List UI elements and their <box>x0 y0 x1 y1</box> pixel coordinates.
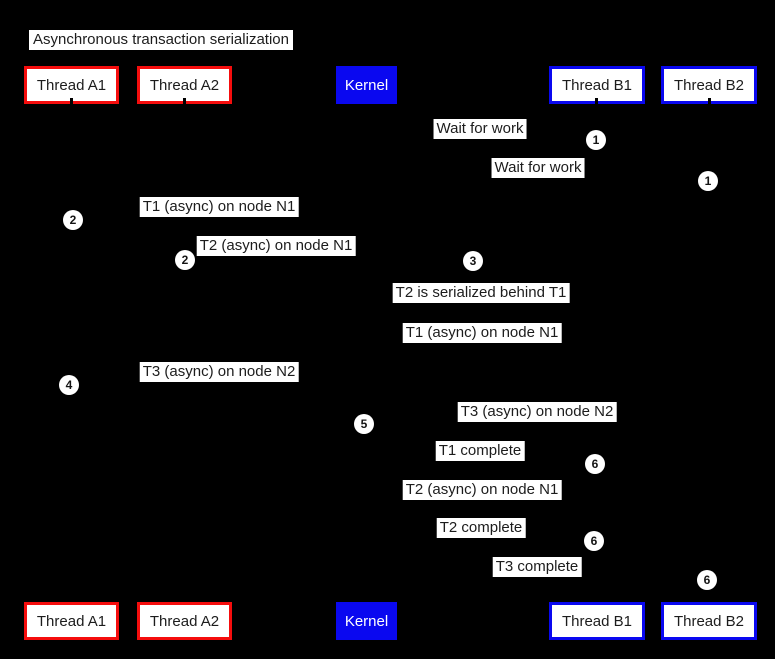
step-badge-2: 2 <box>63 210 83 230</box>
diagram-title: Asynchronous transaction serialization <box>29 30 293 50</box>
step-badge-6: 6 <box>584 531 604 551</box>
step-badge-4: 4 <box>59 375 79 395</box>
message-t2-async-node-n1-kernel: T2 (async) on node N1 <box>403 480 562 500</box>
step-badge-1: 1 <box>586 130 606 150</box>
entity-label: Thread A2 <box>149 612 220 630</box>
entity-bottom-thread-a1 <box>24 602 119 640</box>
entity-label: Thread A1 <box>36 612 107 630</box>
entity-label: Thread B2 <box>673 612 745 630</box>
entity-label: Thread A1 <box>36 76 107 94</box>
lifeline-tick <box>708 98 711 105</box>
lifeline-tick <box>595 98 598 105</box>
entity-label: Thread B1 <box>561 612 633 630</box>
entity-top-kernel <box>336 66 397 104</box>
entity-label: Kernel <box>344 612 389 630</box>
message-t3-complete: T3 complete <box>493 557 582 577</box>
entity-bottom-thread-b2 <box>661 602 757 640</box>
message-t1-complete: T1 complete <box>436 441 525 461</box>
message-wait-for-work-b2: Wait for work <box>492 158 585 178</box>
entity-bottom-thread-a2 <box>137 602 232 640</box>
lifeline-tick <box>183 98 186 105</box>
entity-label: Thread B1 <box>561 76 633 94</box>
lifeline-tick <box>70 98 73 105</box>
entity-label: Thread A2 <box>149 76 220 94</box>
message-t3-async-node-n2: T3 (async) on node N2 <box>140 362 299 382</box>
message-t3-async-node-n2-kernel: T3 (async) on node N2 <box>458 402 617 422</box>
step-badge-2: 2 <box>175 250 195 270</box>
entity-label: Thread B2 <box>673 76 745 94</box>
step-badge-6: 6 <box>697 570 717 590</box>
entity-bottom-kernel <box>336 602 397 640</box>
message-t1-async-node-n1: T1 (async) on node N1 <box>140 197 299 217</box>
step-badge-6: 6 <box>585 454 605 474</box>
entity-bottom-thread-b1 <box>549 602 645 640</box>
message-t2-complete: T2 complete <box>437 518 526 538</box>
message-t2-async-node-n1: T2 (async) on node N1 <box>197 236 356 256</box>
message-t1-async-node-n1-kernel: T1 (async) on node N1 <box>403 323 562 343</box>
message-t2-serialized-behind-t1: T2 is serialized behind T1 <box>393 283 570 303</box>
step-badge-5: 5 <box>354 414 374 434</box>
step-badge-3: 3 <box>463 251 483 271</box>
step-badge-1: 1 <box>698 171 718 191</box>
entity-label: Kernel <box>344 76 389 94</box>
message-wait-for-work-b1: Wait for work <box>434 119 527 139</box>
